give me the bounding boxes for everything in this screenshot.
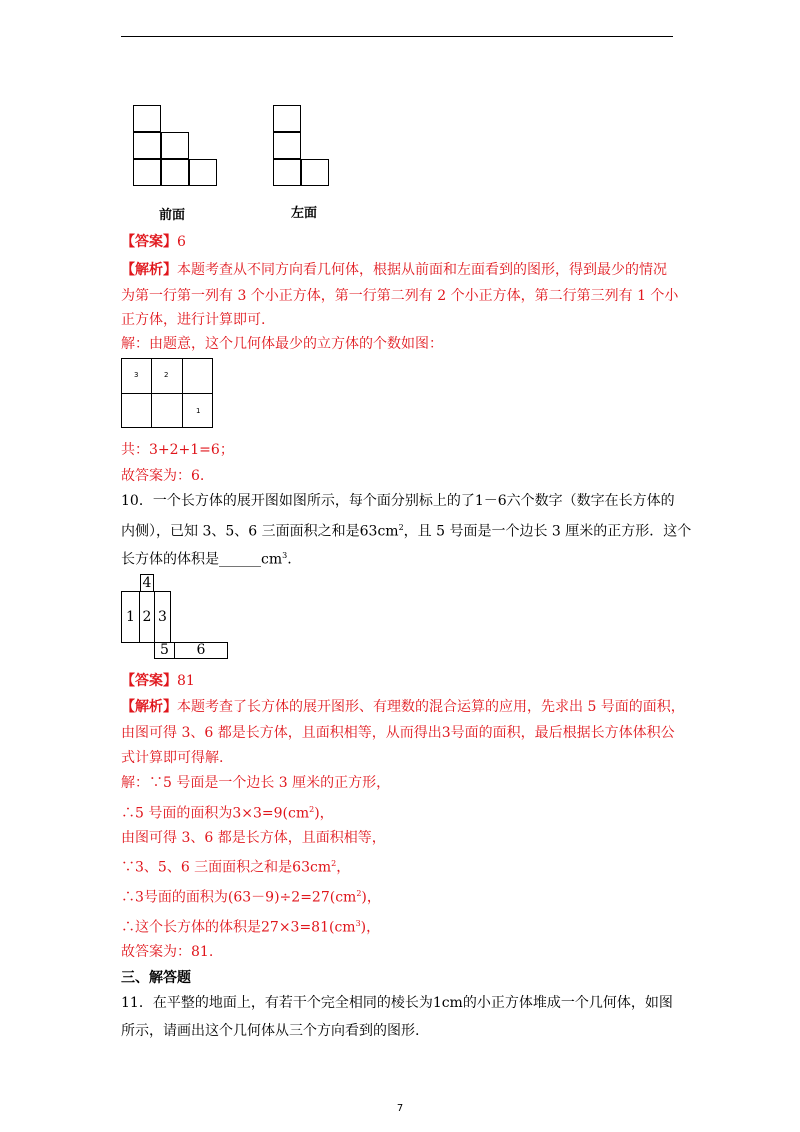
- q10-solution-line-1: 解：∵5 号面是一个边长 3 厘米的正方形，: [121, 775, 391, 791]
- header-rule: [121, 36, 673, 37]
- q11-stem-line-2: 所示，请画出这个几何体从三个方向看到的图形.: [121, 1023, 420, 1039]
- solution-text: (cm: [329, 919, 356, 936]
- q10-stem-line-3: [121, 546, 292, 570]
- cube-count-grid: [121, 358, 213, 428]
- unit-exponent: 3: [282, 551, 288, 560]
- solution-text: )，: [360, 919, 381, 936]
- front-view-cell: [161, 159, 189, 186]
- q10-solution-line-4: [121, 854, 350, 878]
- q10-stem-text: .: [287, 551, 292, 568]
- front-view-label: 前面: [159, 208, 186, 223]
- front-view-cell: [133, 105, 161, 132]
- q10-solution-line-6: [121, 914, 380, 938]
- q10-stem-text: 长方体的体积是______: [121, 551, 261, 568]
- q10-stem-line-2: [121, 518, 691, 542]
- q10-analysis-line-3: 式计算即可得解.: [121, 750, 224, 766]
- cuboid-net-figure: [121, 574, 231, 660]
- unit-text: cm: [377, 523, 399, 540]
- q10-stem-text: ，且 5 号面是一个边长 3 厘米的正方形．这个: [403, 523, 692, 540]
- q9-analysis-line-3: 正方体，进行计算即可.: [121, 312, 266, 328]
- q10-stem-line-1: 10．一个长方体的展开图如图所示，每个面分别标上的了1－6六个数字（数字在长方体的: [121, 493, 675, 509]
- front-view-cell: [161, 132, 189, 159]
- front-view-cell: [133, 159, 161, 186]
- solution-text: ，: [336, 859, 351, 876]
- left-view-cell: [301, 159, 329, 186]
- three-view-figure: [121, 100, 421, 230]
- section-heading: 三、解答题: [121, 970, 191, 986]
- left-view-cell: [273, 132, 301, 159]
- q9-analysis-line-2: 为第一行第一列有 3 个小正方体，第一行第二列有 2 个小正方体，第二行第三列有 1 个小: [121, 288, 679, 304]
- q10-final-line: 故答案为：81.: [121, 944, 214, 960]
- analysis-tag: 【解析】: [121, 262, 177, 278]
- page-number: 7: [396, 1103, 404, 1114]
- q10-analysis-line-1: [121, 697, 685, 717]
- left-view-cell: [273, 159, 301, 186]
- q10-analysis-text: 本题考查了长方体的展开图形、有理数的混合运算的应用，先求出 5 号面的面积，: [177, 699, 685, 715]
- net-face-2: 2: [139, 591, 155, 643]
- front-view-cell: [133, 132, 161, 159]
- solution-text: )，: [314, 805, 334, 822]
- q10-analysis-line-2: 由图可得 3、6 都是长方体，且面积相等，从而得出3号面的面积，最后根据长方体体积公: [121, 725, 675, 741]
- solution-text: (cm: [282, 805, 310, 822]
- q10-answer-line: [121, 671, 195, 691]
- net-face-1: 1: [121, 591, 140, 643]
- q9-analysis-line-1: [121, 260, 667, 280]
- q10-answer: 81: [177, 673, 195, 689]
- unit-text: cm: [310, 859, 332, 876]
- answer-tag: 【答案】: [121, 673, 177, 689]
- grid-value: 3: [134, 371, 139, 379]
- q9-answer-line: [121, 232, 186, 252]
- q10-stem-text: 内侧），已知 3、5、6 三面面积之和是63: [121, 523, 378, 540]
- unit-text: cm: [261, 551, 283, 568]
- unit-exponent: 2: [309, 805, 315, 814]
- unit-exponent: 3: [355, 919, 361, 928]
- unit-exponent: 2: [398, 523, 404, 532]
- q10-solution-line-3: 由图可得 3、6 都是长方体，且面积相等，: [121, 830, 386, 846]
- solution-text: ∵3、5、6 三面面积之和是63: [121, 859, 310, 876]
- solution-text: ∴3号面的面积为(63－9)÷2=27: [121, 889, 330, 906]
- net-face-4: 4: [140, 574, 154, 592]
- q9-final-line: 故答案为：6.: [121, 468, 205, 484]
- answer-tag: 【答案】: [121, 234, 177, 250]
- grid-value: 2: [164, 371, 169, 379]
- q9-answer: 6: [177, 234, 186, 250]
- net-face-3: 3: [154, 591, 171, 643]
- q10-solution-line-2: [121, 800, 334, 824]
- solution-text: ∴这个长方体的体积是27×3=81: [121, 919, 329, 936]
- net-face-5: 5: [154, 642, 175, 659]
- q11-stem-line-1: 11．在平整的地面上，有若干个完全相同的棱长为1cm的小正方体堆成一个几何体，如图: [121, 995, 673, 1011]
- left-view-label: 左面: [291, 206, 318, 221]
- front-view-cell: [189, 159, 217, 186]
- q9-total-line: 共：3+2+1=6；: [121, 442, 234, 458]
- q9-analysis-text: 本题考查从不同方向看几何体，根据从前面和左面看到的图形，得到最少的情况: [177, 262, 667, 278]
- left-view-cell: [273, 105, 301, 132]
- unit-exponent: 2: [356, 889, 362, 898]
- solution-text: ∴5 号面的面积为3×3=9: [121, 805, 283, 822]
- solution-text: )，: [361, 889, 381, 906]
- q9-solution-line: 解：由题意，这个几何体最少的立方体的个数如图：: [121, 336, 443, 352]
- grid-value: 1: [196, 407, 201, 415]
- solution-text: (cm: [329, 889, 357, 906]
- unit-exponent: 2: [331, 859, 337, 868]
- analysis-tag: 【解析】: [121, 699, 177, 715]
- q10-solution-line-5: [121, 884, 381, 908]
- net-face-6: 6: [174, 642, 228, 659]
